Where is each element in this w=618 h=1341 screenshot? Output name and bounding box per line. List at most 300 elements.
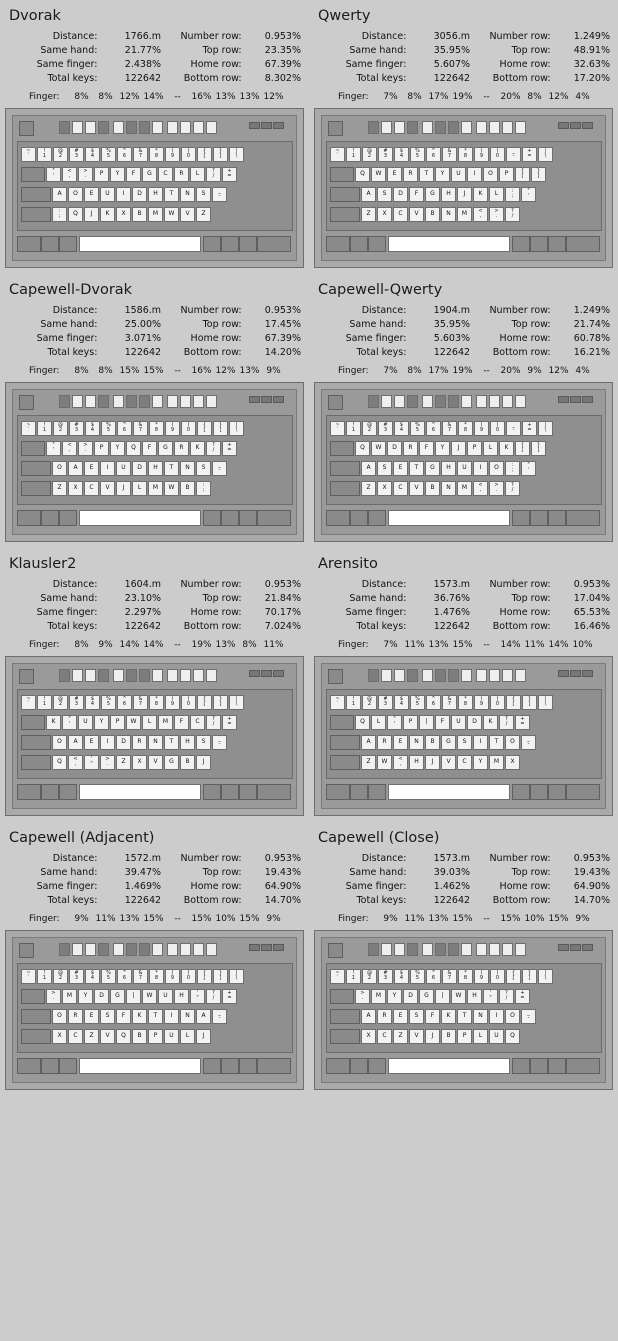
key[interactable] [538, 421, 553, 436]
key[interactable]: V [148, 755, 163, 770]
key[interactable]: W [164, 481, 179, 496]
key[interactable]: K [132, 1009, 147, 1024]
key[interactable] [212, 461, 227, 476]
key[interactable]: Z [84, 1029, 99, 1044]
key[interactable] [442, 421, 457, 436]
key[interactable] [483, 989, 498, 1004]
function-key[interactable] [72, 121, 83, 134]
key[interactable] [165, 421, 180, 436]
key[interactable] [362, 695, 377, 710]
key[interactable] [458, 969, 473, 984]
key[interactable]: A [196, 1009, 211, 1024]
function-key[interactable] [422, 943, 433, 956]
modifier-key[interactable] [566, 1058, 600, 1074]
key[interactable] [362, 969, 377, 984]
spacebar-key[interactable] [79, 510, 201, 526]
function-key[interactable] [448, 121, 459, 134]
key[interactable]: Z [361, 755, 376, 770]
key[interactable]: N [148, 735, 163, 750]
key[interactable] [69, 147, 84, 162]
modifier-key[interactable] [257, 510, 291, 526]
key[interactable] [206, 989, 221, 1004]
modifier-key[interactable] [21, 207, 51, 222]
key[interactable]: J [425, 1029, 440, 1044]
key[interactable]: U [116, 461, 131, 476]
key[interactable]: P [467, 441, 482, 456]
key[interactable]: S [409, 1009, 424, 1024]
function-key[interactable] [167, 669, 178, 682]
key[interactable]: P [110, 715, 125, 730]
key[interactable] [499, 989, 514, 1004]
key[interactable] [505, 461, 520, 476]
key[interactable] [410, 421, 425, 436]
key[interactable] [46, 441, 61, 456]
modifier-key[interactable] [239, 236, 257, 252]
key[interactable] [490, 969, 505, 984]
key[interactable] [213, 147, 228, 162]
key[interactable]: P [403, 715, 418, 730]
function-key[interactable] [126, 943, 137, 956]
modifier-key[interactable] [530, 784, 548, 800]
key[interactable]: A [361, 735, 376, 750]
modifier-key[interactable] [368, 236, 386, 252]
key[interactable] [133, 421, 148, 436]
function-key[interactable] [180, 395, 191, 408]
key[interactable] [490, 695, 505, 710]
key[interactable]: G [425, 461, 440, 476]
key[interactable]: Q [355, 167, 370, 182]
modifier-key[interactable] [566, 784, 600, 800]
key[interactable]: J [196, 1029, 211, 1044]
key[interactable] [538, 147, 553, 162]
key[interactable] [165, 695, 180, 710]
function-key[interactable] [381, 669, 392, 682]
modifier-key[interactable] [41, 236, 59, 252]
key[interactable] [69, 695, 84, 710]
key[interactable] [21, 969, 36, 984]
key[interactable] [378, 969, 393, 984]
key[interactable] [206, 167, 221, 182]
key[interactable] [149, 969, 164, 984]
modifier-key[interactable] [368, 510, 386, 526]
key[interactable]: Z [361, 207, 376, 222]
key[interactable]: B [180, 755, 195, 770]
key[interactable] [346, 969, 361, 984]
function-key[interactable] [113, 121, 124, 134]
key[interactable]: P [94, 167, 109, 182]
key[interactable] [531, 167, 546, 182]
key[interactable]: Q [505, 1029, 520, 1044]
key[interactable]: E [393, 461, 408, 476]
spacebar-key[interactable] [388, 236, 510, 252]
function-key[interactable] [193, 121, 204, 134]
key[interactable]: T [164, 461, 179, 476]
key[interactable] [213, 969, 228, 984]
key[interactable]: V [100, 481, 115, 496]
key[interactable]: E [84, 187, 99, 202]
key[interactable]: S [100, 1009, 115, 1024]
function-key[interactable] [435, 395, 446, 408]
function-key[interactable] [515, 943, 526, 956]
key[interactable] [149, 147, 164, 162]
function-key[interactable] [139, 943, 150, 956]
key[interactable]: V [409, 481, 424, 496]
modifier-key[interactable] [530, 236, 548, 252]
key[interactable] [426, 421, 441, 436]
key[interactable]: J [116, 481, 131, 496]
key[interactable]: Z [196, 207, 211, 222]
spacebar-key[interactable] [79, 784, 201, 800]
function-key[interactable] [113, 669, 124, 682]
key[interactable] [489, 207, 504, 222]
modifier-key[interactable] [203, 784, 221, 800]
key[interactable]: J [425, 755, 440, 770]
function-key[interactable] [381, 943, 392, 956]
key[interactable]: A [361, 461, 376, 476]
key[interactable]: V [100, 1029, 115, 1044]
key[interactable]: L [142, 715, 157, 730]
function-key[interactable] [193, 943, 204, 956]
key[interactable] [378, 421, 393, 436]
key[interactable] [37, 147, 52, 162]
key[interactable] [355, 989, 370, 1004]
key[interactable]: O [68, 187, 83, 202]
spacebar-key[interactable] [388, 1058, 510, 1074]
key[interactable]: D [132, 187, 147, 202]
key[interactable]: U [158, 989, 173, 1004]
function-key[interactable] [72, 943, 83, 956]
key[interactable]: S [196, 461, 211, 476]
function-key[interactable] [113, 395, 124, 408]
function-key[interactable] [394, 669, 405, 682]
key[interactable] [46, 167, 61, 182]
key[interactable]: Y [435, 441, 450, 456]
key[interactable] [538, 969, 553, 984]
key[interactable]: R [377, 735, 392, 750]
key[interactable] [212, 1009, 227, 1024]
key[interactable]: Z [52, 481, 67, 496]
key[interactable]: H [174, 989, 189, 1004]
function-key[interactable] [167, 395, 178, 408]
key[interactable] [538, 695, 553, 710]
key[interactable] [37, 421, 52, 436]
key[interactable]: D [467, 715, 482, 730]
key[interactable]: L [489, 187, 504, 202]
key[interactable] [149, 695, 164, 710]
key[interactable] [426, 147, 441, 162]
key[interactable]: U [451, 715, 466, 730]
key[interactable]: R [174, 167, 189, 182]
key[interactable] [474, 421, 489, 436]
key[interactable] [206, 441, 221, 456]
key[interactable] [458, 695, 473, 710]
key[interactable]: X [505, 755, 520, 770]
key[interactable] [473, 207, 488, 222]
key[interactable] [458, 421, 473, 436]
key[interactable] [229, 147, 244, 162]
key[interactable]: B [425, 735, 440, 750]
function-key[interactable] [407, 669, 418, 682]
function-key[interactable] [139, 669, 150, 682]
key[interactable]: Q [68, 207, 83, 222]
key[interactable] [394, 147, 409, 162]
function-key[interactable] [98, 121, 109, 134]
key[interactable]: M [457, 207, 472, 222]
function-key[interactable] [435, 669, 446, 682]
key[interactable] [442, 147, 457, 162]
modifier-key[interactable] [41, 510, 59, 526]
function-key[interactable] [98, 943, 109, 956]
key[interactable]: Z [361, 481, 376, 496]
function-key[interactable] [152, 121, 163, 134]
function-key[interactable] [476, 943, 487, 956]
key[interactable] [229, 695, 244, 710]
key[interactable]: T [457, 1009, 472, 1024]
key[interactable]: E [84, 735, 99, 750]
key[interactable]: | [126, 989, 141, 1004]
key[interactable] [506, 969, 521, 984]
key[interactable]: J [457, 187, 472, 202]
key[interactable]: D [403, 989, 418, 1004]
key[interactable] [346, 695, 361, 710]
key[interactable] [53, 969, 68, 984]
function-key[interactable] [476, 395, 487, 408]
key[interactable]: D [116, 735, 131, 750]
function-key[interactable] [368, 669, 379, 682]
key[interactable]: I [473, 461, 488, 476]
function-key[interactable] [489, 121, 500, 134]
key[interactable] [101, 147, 116, 162]
modifier-key[interactable] [330, 735, 360, 750]
key[interactable]: P [94, 441, 109, 456]
key[interactable]: H [180, 735, 195, 750]
function-key[interactable] [368, 943, 379, 956]
function-key[interactable] [502, 395, 513, 408]
key[interactable]: D [132, 461, 147, 476]
modifier-key[interactable] [59, 1058, 77, 1074]
key[interactable]: G [441, 735, 456, 750]
function-key[interactable] [126, 121, 137, 134]
function-key[interactable] [85, 395, 96, 408]
key[interactable]: Y [435, 167, 450, 182]
key[interactable]: L [483, 441, 498, 456]
modifier-key[interactable] [21, 755, 51, 770]
function-key[interactable] [394, 395, 405, 408]
modifier-key[interactable] [368, 784, 386, 800]
function-key[interactable] [461, 121, 472, 134]
function-key[interactable] [180, 121, 191, 134]
function-key[interactable] [59, 395, 70, 408]
key[interactable]: H [441, 461, 456, 476]
function-key[interactable] [167, 121, 178, 134]
key[interactable] [181, 147, 196, 162]
modifier-key[interactable] [330, 167, 354, 182]
key[interactable] [521, 461, 536, 476]
key[interactable]: U [100, 187, 115, 202]
key[interactable]: Y [78, 989, 93, 1004]
key[interactable] [229, 421, 244, 436]
function-key[interactable] [206, 943, 217, 956]
function-key[interactable] [422, 395, 433, 408]
modifier-key[interactable] [257, 784, 291, 800]
key[interactable] [53, 695, 68, 710]
key[interactable] [387, 715, 402, 730]
function-key[interactable] [407, 943, 418, 956]
modifier-key[interactable] [326, 510, 350, 526]
key[interactable]: W [126, 715, 141, 730]
function-key[interactable] [167, 943, 178, 956]
key[interactable]: L [132, 481, 147, 496]
key[interactable] [330, 695, 345, 710]
key[interactable] [222, 989, 237, 1004]
function-key[interactable] [502, 121, 513, 134]
function-key[interactable] [126, 395, 137, 408]
function-key[interactable] [489, 943, 500, 956]
key[interactable]: | [419, 715, 434, 730]
key[interactable]: C [68, 1029, 83, 1044]
modifier-key[interactable] [566, 236, 600, 252]
modifier-key[interactable] [221, 510, 239, 526]
key[interactable]: O [52, 461, 67, 476]
key[interactable]: B [180, 481, 195, 496]
key[interactable]: B [132, 1029, 147, 1044]
key[interactable]: S [196, 735, 211, 750]
function-key[interactable] [152, 669, 163, 682]
key[interactable]: G [158, 441, 173, 456]
function-key[interactable] [422, 669, 433, 682]
function-key[interactable] [461, 395, 472, 408]
key[interactable] [522, 969, 537, 984]
key[interactable]: M [62, 989, 77, 1004]
key[interactable] [37, 969, 52, 984]
function-key[interactable] [461, 943, 472, 956]
key[interactable] [165, 969, 180, 984]
key[interactable]: U [489, 1029, 504, 1044]
key[interactable] [68, 755, 83, 770]
key[interactable]: K [441, 1009, 456, 1024]
key[interactable]: W [451, 989, 466, 1004]
function-key[interactable] [448, 669, 459, 682]
key[interactable]: S [457, 735, 472, 750]
key[interactable] [442, 695, 457, 710]
key[interactable]: E [84, 1009, 99, 1024]
key[interactable] [181, 421, 196, 436]
modifier-key[interactable] [239, 510, 257, 526]
key[interactable] [212, 187, 227, 202]
key[interactable]: N [441, 207, 456, 222]
function-key[interactable] [422, 121, 433, 134]
modifier-key[interactable] [330, 989, 354, 1004]
key[interactable]: U [164, 1029, 179, 1044]
modifier-key[interactable] [21, 187, 51, 202]
key[interactable] [378, 147, 393, 162]
modifier-key[interactable] [59, 784, 77, 800]
key[interactable] [85, 969, 100, 984]
modifier-key[interactable] [21, 735, 51, 750]
key[interactable] [85, 695, 100, 710]
key[interactable]: M [457, 481, 472, 496]
modifier-key[interactable] [566, 510, 600, 526]
key[interactable]: Q [116, 1029, 131, 1044]
key[interactable] [100, 755, 115, 770]
key[interactable]: F [174, 715, 189, 730]
key[interactable]: R [403, 441, 418, 456]
function-key[interactable] [515, 395, 526, 408]
modifier-key[interactable] [203, 236, 221, 252]
key[interactable] [489, 481, 504, 496]
modifier-key[interactable] [512, 1058, 530, 1074]
function-key[interactable] [368, 395, 379, 408]
modifier-key[interactable] [326, 236, 350, 252]
modifier-key[interactable] [21, 715, 45, 730]
key[interactable]: S [196, 187, 211, 202]
key[interactable] [506, 147, 521, 162]
key[interactable] [206, 715, 221, 730]
key[interactable] [117, 969, 132, 984]
modifier-key[interactable] [221, 1058, 239, 1074]
function-key[interactable] [368, 121, 379, 134]
key[interactable] [149, 421, 164, 436]
modifier-key[interactable] [512, 784, 530, 800]
key[interactable] [69, 969, 84, 984]
function-key[interactable] [193, 395, 204, 408]
modifier-key[interactable] [368, 1058, 386, 1074]
key[interactable]: B [425, 481, 440, 496]
key[interactable]: K [499, 441, 514, 456]
key[interactable]: X [52, 1029, 67, 1044]
key[interactable] [506, 421, 521, 436]
key[interactable]: L [180, 1029, 195, 1044]
key[interactable]: E [387, 167, 402, 182]
key[interactable] [78, 167, 93, 182]
key[interactable]: O [505, 735, 520, 750]
key[interactable]: I [100, 735, 115, 750]
key[interactable]: H [148, 187, 163, 202]
key[interactable] [133, 695, 148, 710]
key[interactable]: Y [110, 167, 125, 182]
key[interactable] [490, 147, 505, 162]
key[interactable] [181, 695, 196, 710]
key[interactable] [362, 421, 377, 436]
key[interactable] [53, 421, 68, 436]
key[interactable]: R [174, 441, 189, 456]
key[interactable] [426, 969, 441, 984]
key[interactable]: | [435, 989, 450, 1004]
key[interactable]: W [377, 755, 392, 770]
key[interactable]: V [409, 1029, 424, 1044]
modifier-key[interactable] [21, 167, 45, 182]
key[interactable]: E [393, 1009, 408, 1024]
key[interactable]: W [142, 989, 157, 1004]
key[interactable]: F [419, 441, 434, 456]
key[interactable] [222, 441, 237, 456]
modifier-key[interactable] [330, 461, 360, 476]
key[interactable]: H [467, 989, 482, 1004]
modifier-key[interactable] [17, 784, 41, 800]
function-key[interactable] [407, 121, 418, 134]
modifier-key[interactable] [59, 510, 77, 526]
key[interactable]: L [473, 1029, 488, 1044]
key[interactable] [101, 421, 116, 436]
function-key[interactable] [193, 669, 204, 682]
key[interactable]: H [409, 755, 424, 770]
key[interactable]: A [361, 187, 376, 202]
key[interactable] [346, 147, 361, 162]
key[interactable]: O [489, 461, 504, 476]
key[interactable]: D [94, 989, 109, 1004]
modifier-key[interactable] [41, 784, 59, 800]
function-key[interactable] [381, 395, 392, 408]
